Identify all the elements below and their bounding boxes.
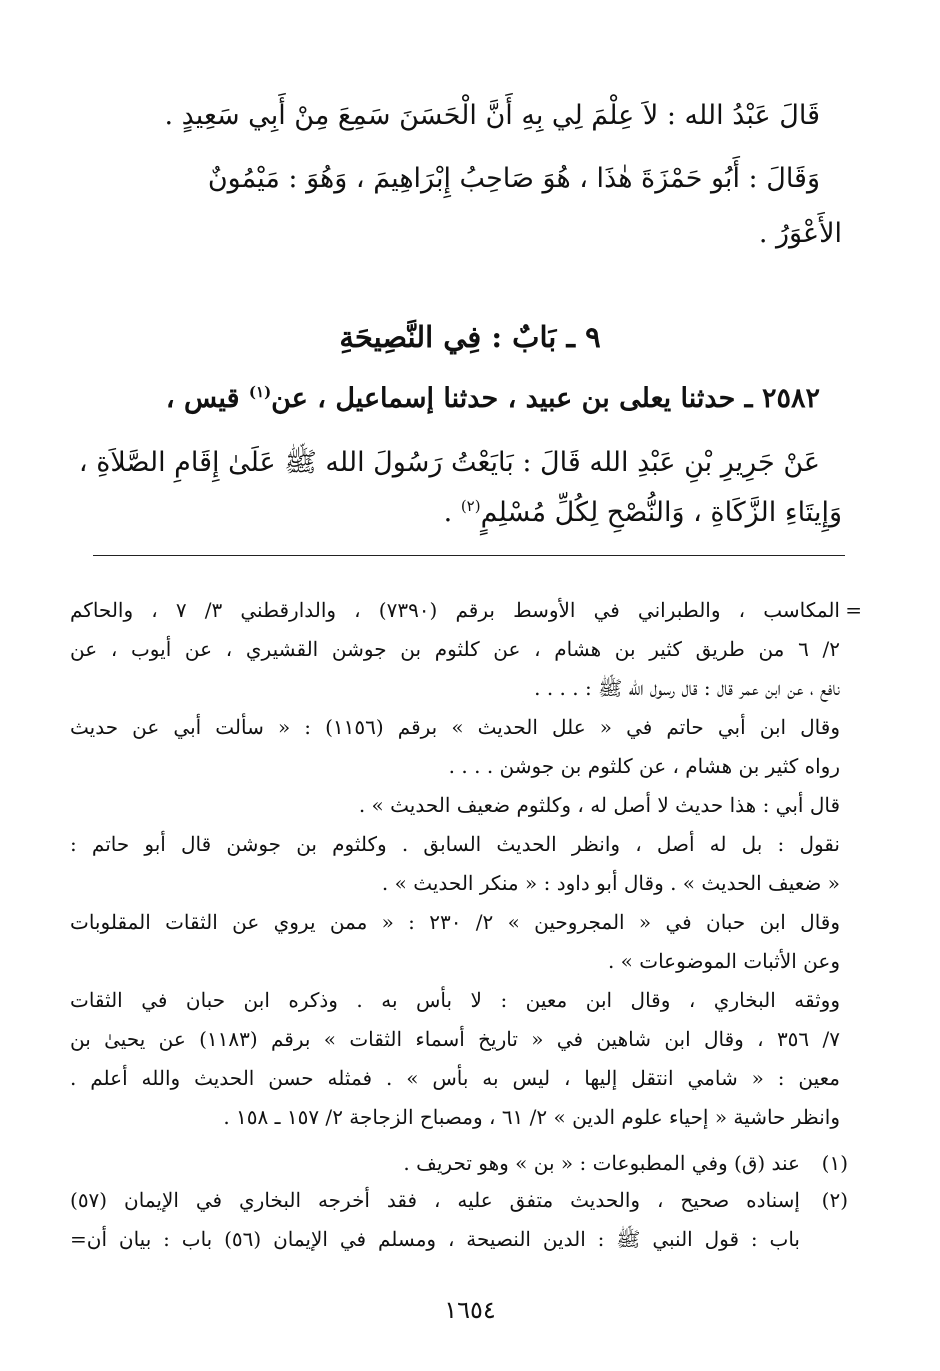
isnad-text: ٢٥٨٢ ـ حدثنا يعلى بن عبيد ، حدثنا إسماعيل ، عن: [271, 383, 820, 414]
main-text-line-3: الأَعْوَرُ .: [758, 218, 842, 249]
footnote-2-line-1: إسناده صحيح ، والحديث متفق عليه ، فقد أخرجه البخاري في الإيمان (٥٧): [70, 1188, 800, 1212]
footnote-1-number: (١): [821, 1151, 848, 1175]
footnote-cont-line: ٢/ ٦ من طريق كثير بن هشام ، عن كلثوم بن جوشن القشيري ، عن أيوب ، عن: [70, 637, 840, 661]
footnote-cont-line: ٧/ ٣٥٦ ، وقال ابن شاهين في « تاريخ أسماء الثقات » برقم (١١٨٣) عن يحيىٰ بن: [70, 1027, 840, 1051]
footnote-cont-line: وقال ابن حبان في « المجروحين » ٢/ ٢٣٠ : « ممن يروي عن الثقات المقلوبات: [70, 910, 841, 934]
footnote-2-number: (٢): [821, 1188, 848, 1212]
page-number: ١٦٥٤: [444, 1296, 496, 1324]
hadith-isnad: [166, 383, 820, 414]
hadith-matn-line-2: [444, 497, 842, 528]
footnote-1-text: عند (ق) وفي المطبوعات : « بن » وهو تحريف .: [403, 1151, 800, 1175]
matn-text-end: .: [443, 497, 461, 528]
footnote-cont-line: نافع ، عن ابن عمر قال : قال رسول الله ﷺ : . . . .: [534, 676, 840, 700]
main-text-line-2: وَقَالَ : أَبُو حَمْزَةَ هٰذَا ، هُوَ صَاحِبُ إِبْرَاهِيمَ ، وَهُوَ : مَيْمُونٌ: [207, 163, 820, 194]
chapter-heading: ٩ ـ بَابٌ : فِي النَّصِيحَةِ: [339, 320, 601, 354]
main-text-line-1: قَالَ عَبْدُ الله : لاَ عِلْمَ لِي بِهِ أَنَّ الْحَسَنَ سَمِعَ مِنْ أَبِي سَعِيدٍ .: [164, 100, 820, 131]
footnote-cont-line: رواه كثير بن هشام ، عن كلثوم بن جوشن . . . .: [448, 754, 840, 778]
footnote-cont-line: وقال ابن أبي حاتم في « علل الحديث » برقم (١١٥٦) : « سألت أبي عن حديث: [70, 715, 840, 739]
footnote-cont-line: معين : « شامي انتقل إليها ، ليس به بأس » . فمثله حسن الحديث والله أعلم .: [70, 1066, 840, 1090]
matn-text: وَإِيتَاءِ الزَّكَاةِ ، وَالنُّصْحِ لِكُلِّ مُسْلِمٍ: [480, 497, 842, 528]
hadith-matn-line-1: عَنْ جَرِيرِ بْنِ عَبْدِ الله قَالَ : بَايَعْتُ رَسُولَ الله ﷺ عَلَىٰ إِقَامِ الصَّلاَةِ ،: [78, 447, 820, 478]
footnote-cont-line: نقول : بل له أصل ، وانظر الحديث السابق . وكلثوم بن جوشن قال أبو حاتم :: [70, 832, 840, 856]
isnad-text-end: قيس ،: [165, 383, 249, 414]
footnote-cont-line: وانظر حاشية « إحياء علوم الدين » ٢/ ٦١ ، ومصباح الزجاجة ٢/ ١٥٧ ـ ١٥٨ .: [223, 1105, 840, 1129]
footnote-cont-line: وعن الأثبات الموضوعات » .: [607, 949, 840, 973]
footnote-ref-1: (١): [248, 383, 272, 401]
footnote-cont-line: المكاسب ، والطبراني في الأوسط برقم (٧٣٩٠) ، والدارقطني ٣/ ٧ ، والحاكم: [70, 598, 840, 622]
continuation-marker: =: [845, 598, 862, 622]
footnote-2-line-2: باب : قول النبي ﷺ : الدين النصيحة ، ومسلم في الإيمان (٥٦) باب : بيان أن=: [70, 1227, 800, 1251]
footnote-separator: [93, 555, 845, 556]
footnote-cont-line: قال أبي : هذا حديث لا أصل له ، وكلثوم ضعيف الحديث » .: [358, 793, 840, 817]
footnote-ref-2: (٢): [460, 497, 481, 515]
footnote-cont-line: « ضعيف الحديث » . وقال أبو داود : « منكر الحديث » .: [381, 871, 840, 895]
footnote-cont-line: ووثقه البخاري ، وقال ابن معين : لا بأس به . وذكره ابن حبان في الثقات: [70, 988, 840, 1012]
